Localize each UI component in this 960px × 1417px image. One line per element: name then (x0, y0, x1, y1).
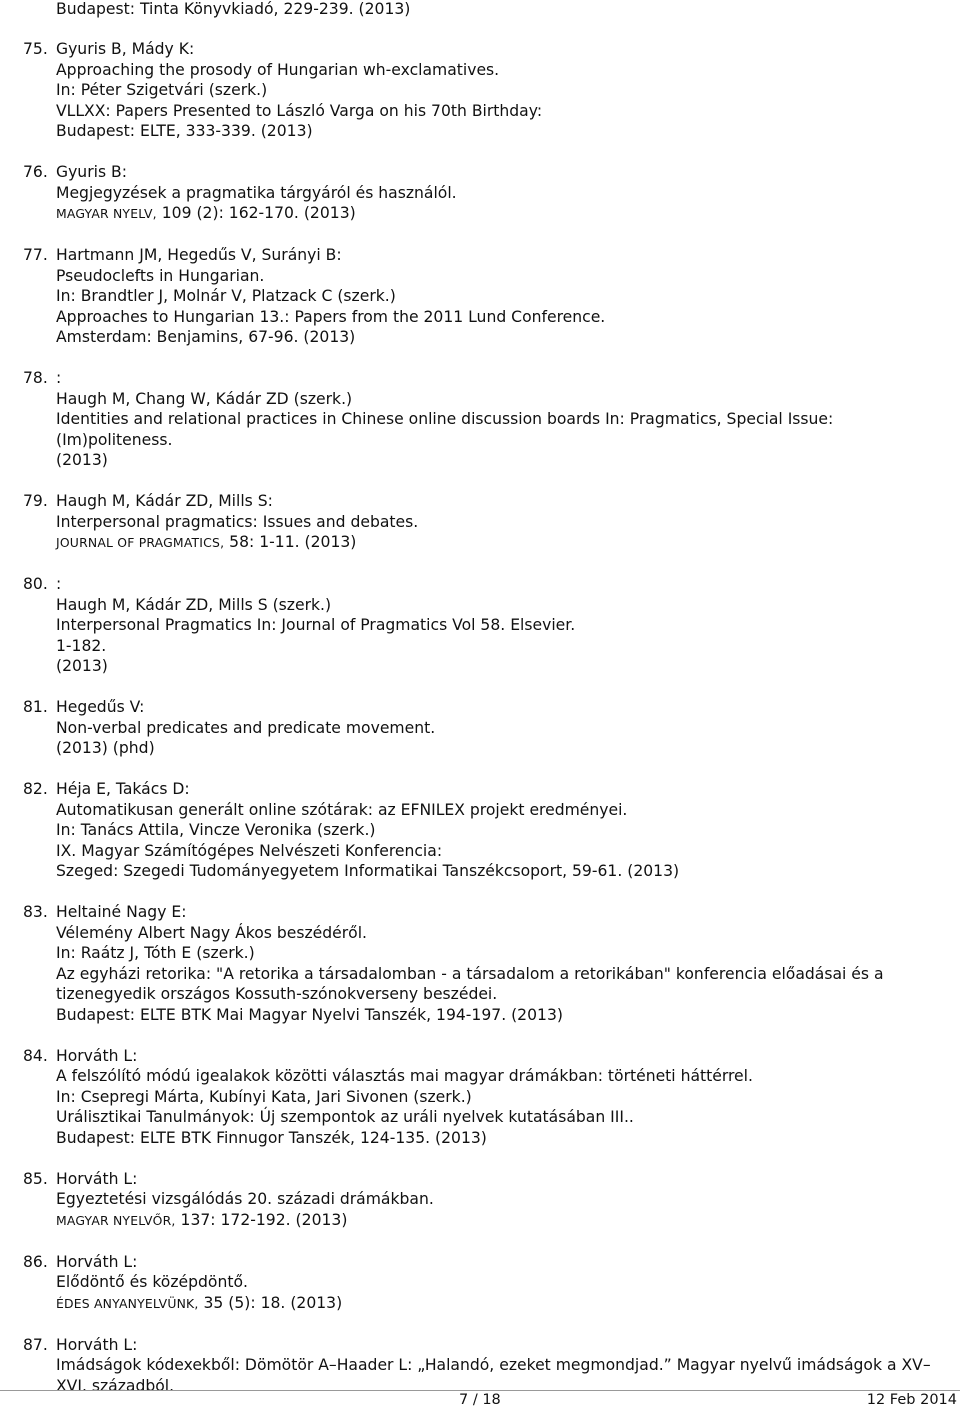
entry-line: Interpersonal Pragmatics In: Journal of Pragmatics Vol 58. Elsevier. (56, 616, 576, 634)
entry-number: 75. (23, 40, 48, 58)
entry-line: In: Tanács Attila, Vincze Veronika (szerk.) (56, 821, 376, 839)
entry-line: Approaching the prosody of Hungarian wh-exclamatives. (56, 60, 500, 79)
entry-line: Hegedűs V: (56, 698, 145, 716)
entry-number: 86. (23, 1252, 48, 1271)
entry-number: 79. (23, 492, 48, 510)
entry-line: Megjegyzések a pragmatika tárgyáról és használól. (56, 183, 457, 202)
entry-line: Interpersonal pragmatics: Issues and debates. (56, 512, 419, 531)
entry-line: VLLXX: Papers Presented to László Varga on his 70th Birthday: (56, 101, 543, 120)
entry-line: Szeged: Szegedi Tudományegyetem Informatikai Tanszékcsoport, 59-61. (2013) (56, 862, 680, 880)
entry-line: (2013) (56, 451, 108, 469)
entry-line: Horváth L: (56, 1169, 138, 1188)
entry-line: Gyuris B: (56, 163, 127, 181)
entry-line: Heltainé Nagy E: (56, 903, 187, 921)
citation-details: 35 (5): 18. (2013) (198, 1293, 343, 1312)
page-number: 7 / 18 (459, 1392, 501, 1408)
entry-line: Egyeztetési vizsgálódás 20. századi drámákban. (56, 1190, 434, 1208)
entry-number: 87. (23, 1335, 48, 1354)
entry-line: Hartmann JM, Hegedűs V, Surányi B: (56, 246, 342, 264)
publication-entry (0, 162, 960, 225)
entry-number: 82. (23, 780, 48, 798)
publication-entry (0, 902, 960, 1025)
entry-line (0, 203, 960, 225)
publication-entry (0, 245, 960, 348)
entry-line: Haugh M, Chang W, Kádár ZD (szerk.) (56, 389, 353, 408)
journal-name: MAGYAR NYELV, (56, 206, 157, 221)
entry-line: IX. Magyar Számítógépes Nelvészeti Konferencia: (56, 841, 443, 860)
publication-entry (0, 491, 960, 554)
publication-entry (0, 574, 960, 677)
entry-line: Budapest: ELTE BTK Finnugor Tanszék, 124-135. (2013) (56, 1128, 487, 1147)
entry-line: Pseudoclefts in Hungarian. (56, 266, 265, 285)
entry-line: Héja E, Takács D: (56, 780, 190, 798)
publication-entry (0, 1169, 960, 1232)
entry-line (0, 1210, 960, 1232)
entry-line: Horváth L: (56, 1252, 138, 1271)
page-footer (0, 1390, 960, 1407)
entry-line: : (56, 369, 62, 387)
entry-line: A felszólító módú igealakok közötti választás mai magyar drámákban: történeti háttérrel. (56, 1067, 753, 1085)
publication-entry (0, 1252, 960, 1315)
publication-entry (0, 779, 960, 882)
journal-name: ÉDES ANYANYELVÜNK, (56, 1295, 199, 1311)
entry-line: In: Raátz J, Tóth E (szerk.) (56, 944, 255, 962)
journal-name: JOURNAL OF PRAGMATICS, (56, 535, 225, 550)
entry-line: (2013) (phd) (56, 739, 155, 757)
entry-line: Identities and relational practices in Chinese online discussion boards In: Pragmatics, Special Issue: (Im)politeness. (56, 410, 834, 449)
entry-line: Budapest: ELTE, 333-339. (2013) (56, 122, 313, 140)
citation-details: 137: 172-192. (2013) (175, 1210, 348, 1229)
entry-line: 1-182. (56, 636, 107, 655)
entry-line: Az egyházi retorika: "A retorika a társadalomban - a társadalom a retorikában" konferencia előadásai és a tizenegyedik országos Kossuth-szónokverseny beszédei. (56, 964, 884, 1003)
entry-line (0, 1293, 960, 1315)
footer-date: 12 Feb 2014 (866, 1392, 957, 1408)
publication-entry (0, 1046, 960, 1149)
publication-entry (0, 1335, 960, 1397)
entry-number: 81. (23, 698, 48, 716)
entry-line: (2013) (56, 657, 108, 675)
entry-line: Elődöntő és középdöntő. (56, 1273, 248, 1291)
entry-line: Vélemény Albert Nagy Ákos beszédéről. (56, 923, 367, 942)
entry-line: Imádságok kódexekből: Dömötör A–Haader L: „Halandó, ezeket megmondjad.” Magyar nyelvű imádságok a XV–XVI. századból. (56, 1356, 931, 1395)
entry-line: Urálisztikai Tanulmányok: Új szempontok az uráli nyelvek kutatásában III.. (56, 1108, 634, 1126)
entry-line: Haugh M, Kádár ZD, Mills S: (56, 492, 273, 510)
entry-line: Non-verbal predicates and predicate movement. (56, 718, 436, 737)
entry-number: 76. (23, 163, 48, 181)
entry-line: Approaches to Hungarian 13.: Papers from the 2011 Lund Conference. (56, 307, 606, 326)
entry-line: Automatikusan generált online szótárak: az EFNILEX projekt eredményei. (56, 800, 628, 819)
entry-line: Horváth L: (56, 1046, 138, 1065)
publication-entry (0, 368, 960, 471)
entry-line: Horváth L: (56, 1335, 138, 1354)
entry-line: Budapest: ELTE BTK Mai Magyar Nyelvi Tanszék, 194-197. (2013) (56, 1005, 563, 1024)
entry-line: In: Csepregi Márta, Kubínyi Kata, Jari Sivonen (szerk.) (56, 1087, 472, 1106)
citation-details: 58: 1-11. (2013) (224, 533, 357, 551)
entry-number: 84. (23, 1046, 48, 1065)
entry-number: 85. (23, 1169, 48, 1188)
entry-number: 80. (23, 575, 48, 593)
entry-number: 77. (23, 246, 48, 264)
entry-line: : (56, 575, 62, 593)
entry-number: 83. (23, 903, 48, 921)
journal-name: MAGYAR NYELVŐR, (56, 1212, 176, 1228)
citation-details: 109 (2): 162-170. (2013) (156, 204, 356, 222)
entry-line: In: Péter Szigetvári (szerk.) (56, 81, 268, 99)
publication-entry (0, 697, 960, 759)
entry-line: Gyuris B, Mády K: (56, 40, 195, 58)
entry-line: Amsterdam: Benjamins, 67-96. (2013) (56, 328, 356, 346)
entry-line: Haugh M, Kádár ZD, Mills S (szerk.) (56, 595, 332, 614)
entry-line: In: Brandtler J, Molnár V, Platzack C (szerk.) (56, 287, 396, 305)
entry-number: 78. (23, 369, 48, 387)
continued-reference-line: Budapest: Tinta Könyvkiadó, 229-239. (2013) (56, 0, 411, 18)
entry-line (0, 532, 960, 554)
publication-entry (0, 39, 960, 142)
publication-list (0, 39, 960, 1417)
